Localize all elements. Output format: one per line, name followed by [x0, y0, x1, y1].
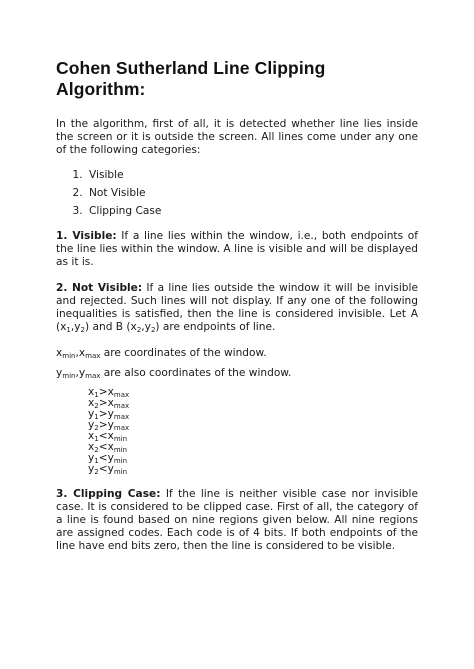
clipping-section: [56, 488, 418, 553]
subscript: min: [113, 435, 128, 443]
clipping-text: If the line is neither visible case nor invisible case. It is considered to be clipped case. First of all, the category of a line is found based on nine regions given below. All nine regions are assigned codes. Each code is of 4 bits. If both endpoints of the line have end bits zero, then the line is considered to be visible.: [56, 488, 418, 552]
coord-text: ) and B (x: [84, 321, 137, 333]
var-sep: ,x: [75, 347, 86, 359]
inequality-list: [88, 387, 418, 475]
inequality-row: [88, 398, 418, 409]
inequality-row: [88, 409, 418, 420]
visible-section: [56, 230, 418, 269]
coord-text: ,y: [141, 321, 151, 333]
not-visible-text: If a line lies outside the window it will be invisible and rejected. Such lines will not display. If any one of the following inequalities is satisfied, then the line is considered invisible. Let A (x: [56, 282, 418, 333]
subscript: 2: [94, 468, 99, 476]
subscript: max: [85, 372, 101, 380]
coord-text: ,y: [70, 321, 81, 333]
category-list: [56, 169, 418, 218]
inequality-text: <x: [98, 441, 114, 453]
intro-paragraph: In the algorithm, first of all, it is detected whether line lies inside the screen or it is outside the screen. All lines come under any one of the following categories:: [56, 118, 418, 156]
inequality-text: >x: [98, 386, 114, 398]
visible-heading: 1. Visible:: [56, 230, 117, 242]
coord-text: ) are endpoints of line.: [155, 321, 276, 333]
var-sep: ,y: [75, 367, 86, 379]
inequality-row: [88, 442, 418, 453]
subscript: 1: [66, 326, 71, 334]
subscript: 2: [136, 326, 142, 334]
inequality-text: y: [88, 452, 95, 464]
y-coords-line: [56, 367, 418, 380]
subscript: 1: [94, 435, 99, 443]
x-coords-text: are coordinates of the window.: [100, 347, 267, 359]
subscript: max: [113, 424, 130, 432]
inequality-text: <y: [98, 452, 114, 464]
inequality-text: >y: [98, 408, 114, 420]
subscript: 2: [94, 446, 99, 454]
inequality-text: x: [88, 441, 95, 453]
inequality-text: <y: [98, 463, 114, 475]
subscript: min: [113, 457, 128, 465]
var-y: y: [56, 367, 63, 379]
not-visible-heading: 2. Not Visible:: [56, 282, 143, 294]
inequality-text: x: [88, 397, 95, 409]
subscript: 1: [94, 413, 99, 421]
category-item: 3. Clipping Case: [86, 205, 418, 218]
subscript: max: [113, 402, 130, 410]
inequality-row: [88, 420, 418, 431]
inequality-text: x: [88, 386, 95, 398]
inequality-row: [88, 453, 418, 464]
subscript: 1: [94, 457, 99, 465]
subscript: 2: [150, 326, 156, 334]
subscript: max: [85, 352, 101, 360]
x-coords-line: [56, 347, 418, 360]
visible-text: If a line lies within the window, i.e., both endpoints of the line lies within the window. A line is visible and will be displayed as it is.: [56, 230, 418, 268]
var-x: x: [56, 347, 63, 359]
category-item: 2. Not Visible: [86, 187, 418, 200]
subscript: max: [113, 391, 130, 399]
inequality-text: x: [88, 430, 95, 442]
inequality-text: >x: [98, 397, 114, 409]
subscript: max: [113, 413, 130, 421]
page-title: Cohen Sutherland Line Clipping Algorithm:: [56, 58, 326, 99]
inequality-text: y: [88, 419, 95, 431]
subscript: min: [62, 352, 76, 360]
y-coords-text: are also coordinates of the window.: [100, 367, 292, 379]
subscript: 2: [80, 326, 85, 334]
inequality-row: [88, 464, 418, 475]
inequality-row: [88, 387, 418, 398]
clipping-heading: 3. Clipping Case:: [56, 488, 161, 500]
inequality-text: y: [88, 408, 95, 420]
category-item: 1. Visible: [86, 169, 418, 182]
subscript: 1: [94, 391, 99, 399]
subscript: 2: [94, 424, 99, 432]
subscript: min: [113, 468, 128, 476]
inequality-row: [88, 431, 418, 442]
inequality-text: y: [88, 463, 95, 475]
subscript: min: [62, 372, 76, 380]
subscript: 2: [94, 402, 99, 410]
subscript: min: [113, 446, 128, 454]
inequality-text: >y: [98, 419, 114, 431]
not-visible-section: [56, 282, 418, 334]
inequality-text: <x: [98, 430, 114, 442]
